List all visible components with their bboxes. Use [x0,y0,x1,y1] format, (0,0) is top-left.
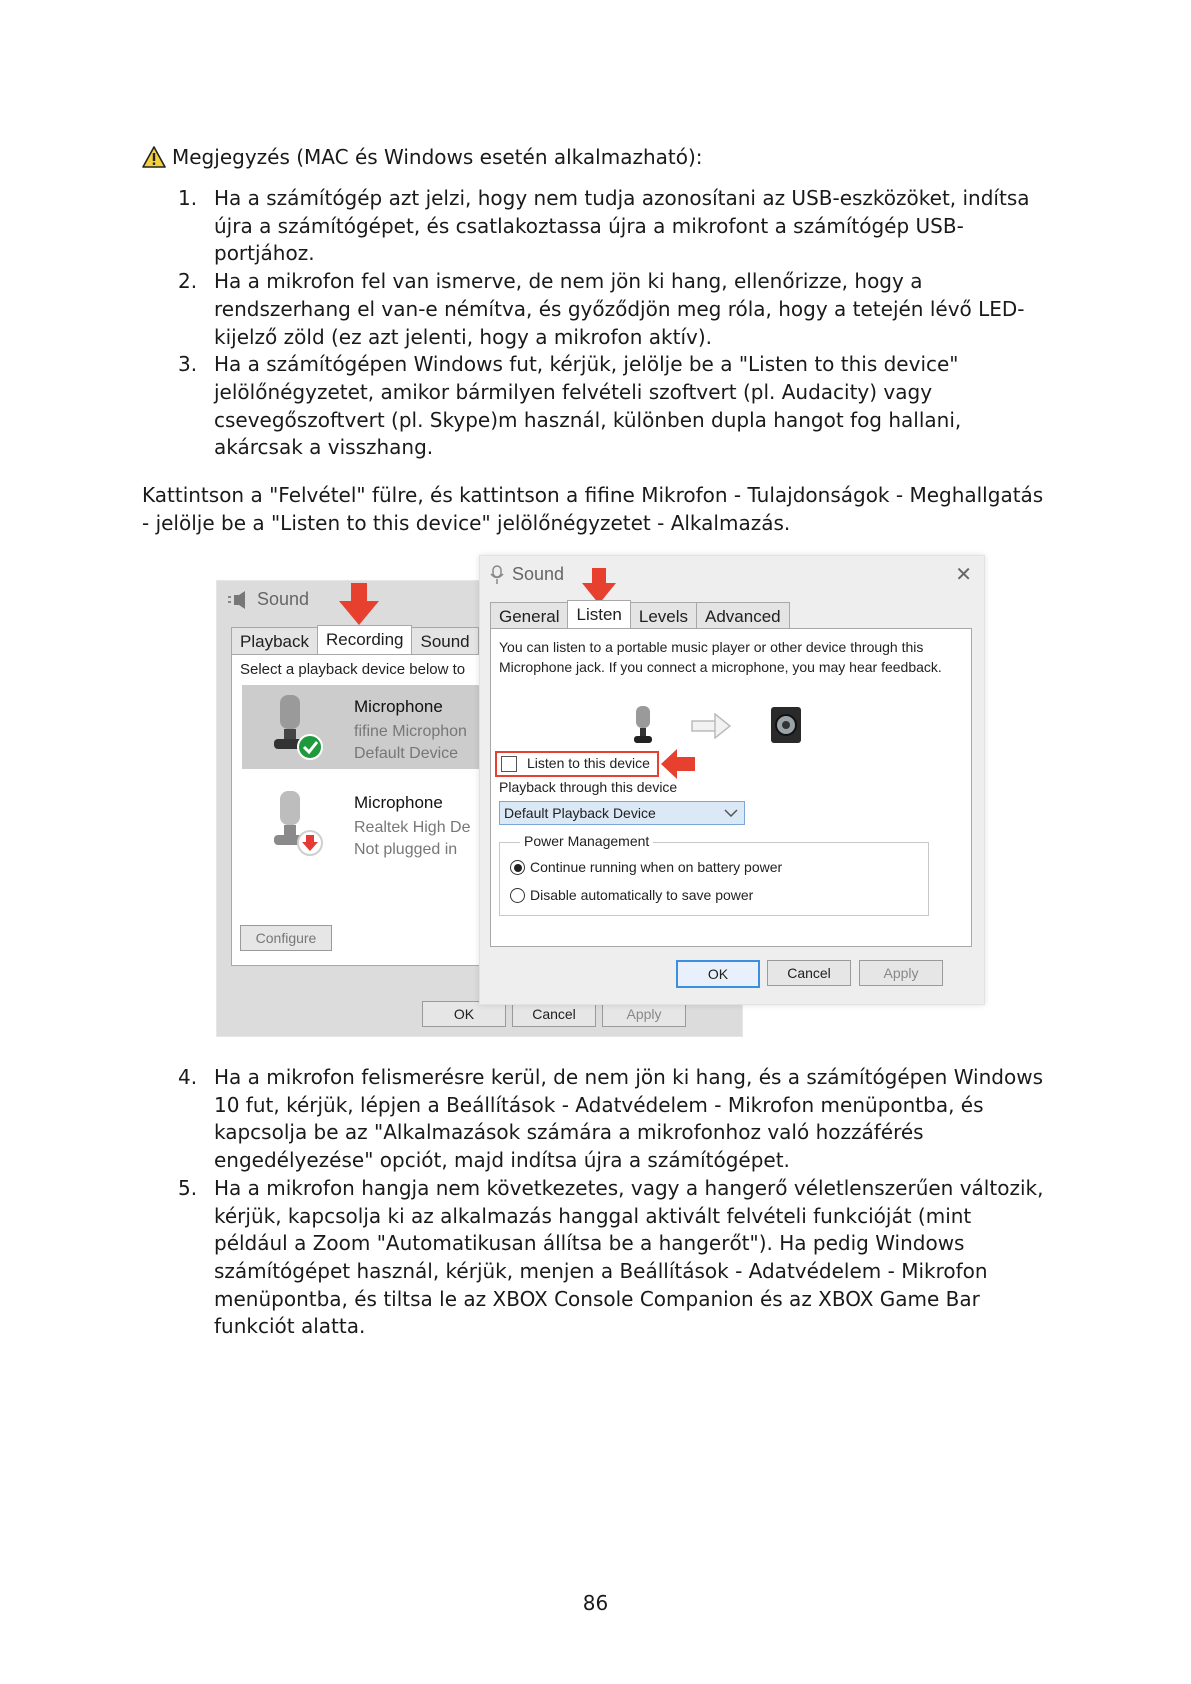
front-cancel-button[interactable]: Cancel [767,960,851,986]
speaker-icon [227,591,249,609]
front-ok-button[interactable]: OK [676,960,760,988]
red-arrow-down-icon [339,583,379,625]
tab-levels[interactable]: Levels [630,602,697,630]
playback-device-select[interactable] [499,801,745,825]
list-text: Ha a számítógép azt jelzi, hogy nem tudja azonosítani az USB-eszközöket, indítsa újra a számítógépet, és csatlakoztassa újra a mikrofont a számítógép USB-portjához. [214,186,1030,266]
microphone-small-icon [490,565,504,585]
device-row-realtek[interactable] [242,781,482,865]
list-text: Ha a mikrofon fel van ismerve, de nem jön ki hang, ellenőrizze, hogy a rendszerhang el van-e némítva, és győződjön meg róla, hogy a tetején lévő LED-kijelző zöld (ez azt jelenti, hogy a mikrofon aktív). [214,269,1025,349]
tab-advanced[interactable]: Advanced [696,602,790,630]
microphone-device-icon [631,705,655,745]
microphone-unplugged-icon [262,789,326,859]
listen-checkbox-label: Listen to this device [527,755,650,771]
list-text: Ha a mikrofon felismerésre kerül, de nem jön ki hang, és a számítógépen Windows 10 fut, kérjük, lépjen a Beállítások - Adatvédelem - Mikrofon menüpontba, és kapcsolja be az "Alkalmazások számára a mikrofonhoz való hozzáférés engedélyezése" opciót, majd indítsa újra a számítógépet. [214,1065,1043,1173]
back-title: Sound [257,589,310,609]
close-icon[interactable]: ✕ [955,564,972,586]
sound-window-front [479,555,985,1005]
list-number: 5. [178,1175,198,1200]
back-ok-button[interactable]: OK [422,1001,506,1027]
list-number: 1. [178,186,198,210]
list-item [178,1064,1046,1175]
tab-playback[interactable]: Playback [231,627,318,655]
tab-recording[interactable]: Recording [317,625,413,656]
warning-icon [142,146,166,168]
radio-disable-label: Disable automatically to save power [530,887,754,903]
note-text: Megjegyzés (MAC és Windows esetén alkalmazható): [172,145,703,169]
back-apply-button[interactable]: Apply [602,1001,686,1027]
power-management-label: Power Management [520,833,653,849]
list-text: Ha a számítógépen Windows fut, kérjük, jelölje be a "Listen to this device" jelölőnégyzetet, amikor bármilyen felvételi szoftvert (pl. Audacity) vagy csevegőszoftvert (pl. Skype)m használ, különben dupla hangot fog hallani, akárcsak a visszhang. [214,352,962,460]
steps-list-bottom [178,1064,1046,1341]
radio-continue-running[interactable] [510,860,525,875]
microphone-icon [262,693,326,763]
steps-list-top [178,185,1046,462]
device-name: Microphone [354,793,443,812]
listen-checkbox[interactable] [501,756,517,772]
listen-panel [490,628,972,947]
device-name: Microphone [354,697,443,716]
tab-sounds[interactable]: Sound [411,627,478,655]
configure-button[interactable]: Configure [240,925,332,951]
front-titlebar [490,564,564,585]
back-panel [231,654,482,966]
list-number: 3. [178,352,198,377]
list-text: Ha a mikrofon hangja nem következetes, vagy a hangerő véletlenszerűen változik, kérjük, kapcsolja ki az alkalmazás hanggal aktivált felvételi funkcióját (mint például a Zoom "Automatikusan állítsa be a hangerőt"). Ha pedig Windows számítógépet használ, kérjük, menjen a Beállítások - Adatvédelem - Mikrofon menüpontba, és tiltsa le az XBOX Console Companion és az XBOX Game Bar funkciót alatta. [214,1175,1044,1339]
red-arrow-down-icon [582,568,616,604]
device-subtitle: fifine Microphon Default Device [354,723,467,762]
list-item [178,185,1046,268]
note-heading [142,143,703,171]
device-subtitle: Realtek High De Not plugged in [354,819,471,858]
list-number: 4. [178,1065,198,1089]
list-item [178,268,1046,351]
list-item [178,351,1046,462]
speaker-device-icon [769,705,805,745]
page-number: 86 [582,1591,609,1615]
back-instruction: Select a playback device below to [240,661,466,678]
listen-description: You can listen to a portable music player or other device through this Microphone jack. If you connect a microphone, you may hear feedback. [499,639,942,675]
front-title: Sound [512,564,565,584]
list-number: 2. [178,269,198,294]
playback-through-label: Playback through this device [499,779,678,795]
chevron-down-icon [724,809,738,817]
tab-listen[interactable]: Listen [567,600,630,631]
tab-general[interactable]: General [490,602,568,630]
list-item [178,1175,1046,1341]
radio-continue-label: Continue running when on battery power [530,859,783,875]
back-titlebar [227,589,309,610]
radio-disable-automatically[interactable] [510,888,525,903]
playback-device-value: Default Playback Device [504,805,656,821]
arrow-right-icon [691,713,731,739]
back-cancel-button[interactable]: Cancel [512,1001,596,1027]
instruction-paragraph: Kattintson a "Felvétel" fülre, és kattintson a fifine Mikrofon - Tulajdonságok - Meghallgatás - jelölje be a "Listen to this device" jelölőnégyzetet - Alkalmazás. [142,483,1044,535]
red-arrow-left-icon [661,749,695,779]
front-apply-button[interactable]: Apply [859,960,943,986]
device-row-fifine[interactable] [242,685,482,769]
power-management-group [499,833,929,916]
sound-dialog-screenshot [216,555,983,1035]
